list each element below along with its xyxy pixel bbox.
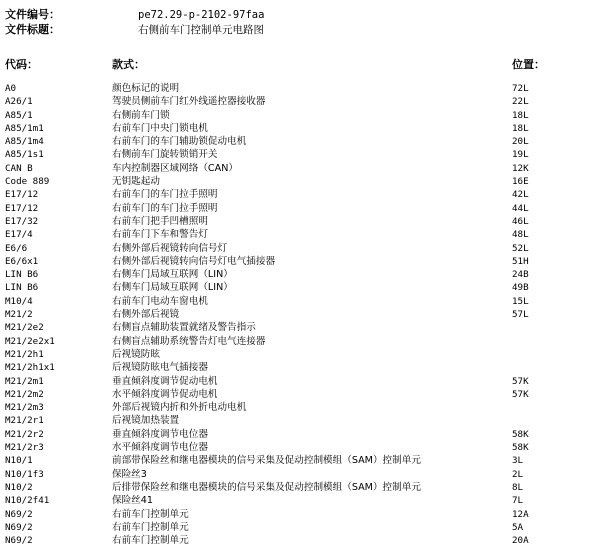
row-position: 18L bbox=[512, 122, 529, 134]
row-position: 57K bbox=[512, 388, 529, 400]
row-code: M21/2h1x1 bbox=[5, 362, 55, 374]
row-code: LIN B6 bbox=[5, 282, 39, 294]
row-description: 右侧盲点辅助系统警告灯电气连接器 bbox=[112, 335, 266, 347]
doc-number-label: 文件编号： bbox=[5, 8, 60, 21]
column-header-desc: 款式： bbox=[112, 58, 145, 71]
table-row bbox=[0, 521, 605, 534]
row-position: 46L bbox=[512, 215, 529, 227]
component-table bbox=[0, 82, 605, 547]
row-description: 右侧盲点辅助装置就绪及警告指示 bbox=[112, 322, 256, 334]
row-code: M21/2e2 bbox=[5, 322, 44, 334]
row-description: 后排带保险丝和继电器模块的信号采集及促动控制模组（SAM）控制单元 bbox=[112, 481, 421, 493]
table-row bbox=[0, 335, 605, 348]
doc-title-value: 右侧前车门控制单元电路图 bbox=[138, 24, 264, 36]
doc-number-line bbox=[5, 6, 264, 22]
table-row bbox=[0, 281, 605, 294]
table-row bbox=[0, 388, 605, 401]
row-description: 右前车门的车门辅助锁促动电机 bbox=[112, 136, 247, 148]
row-code: E17/4 bbox=[5, 229, 33, 241]
row-code: M21/2r3 bbox=[5, 442, 44, 454]
row-position: 2L bbox=[512, 468, 524, 480]
row-description: 右侧车门局域互联网（LIN） bbox=[112, 269, 233, 281]
row-description: 前部带保险丝和继电器模块的信号采集及促动控制模组（SAM）控制单元 bbox=[112, 455, 421, 467]
row-position: 20A bbox=[512, 535, 529, 547]
table-row bbox=[0, 135, 605, 148]
row-position: 7L bbox=[512, 495, 524, 507]
table-row bbox=[0, 188, 605, 201]
table-row bbox=[0, 508, 605, 521]
row-code: N10/2 bbox=[5, 481, 33, 493]
table-row bbox=[0, 242, 605, 255]
row-description: 右侧外部后视镜 bbox=[112, 309, 180, 321]
row-description: 外部后视镜内折和外折电动电机 bbox=[112, 402, 247, 414]
row-code: N10/1f3 bbox=[5, 468, 44, 480]
row-code: M10/4 bbox=[5, 295, 33, 307]
table-row bbox=[0, 215, 605, 228]
row-description: 水平倾斜度调节电位器 bbox=[112, 442, 208, 454]
table-row bbox=[0, 162, 605, 175]
row-position: 22L bbox=[512, 96, 529, 108]
table-row bbox=[0, 109, 605, 122]
row-code: M21/2m3 bbox=[5, 402, 44, 414]
row-position: 19L bbox=[512, 149, 529, 161]
row-position: 58K bbox=[512, 428, 529, 440]
row-description: 后视镜防眩 bbox=[112, 348, 160, 360]
table-row bbox=[0, 494, 605, 507]
table-row bbox=[0, 148, 605, 161]
row-description: 后视镜加热装置 bbox=[112, 415, 180, 427]
table-row bbox=[0, 268, 605, 281]
row-position: 16E bbox=[512, 176, 529, 188]
row-code: M21/2m2 bbox=[5, 388, 44, 400]
row-position: 72L bbox=[512, 83, 529, 94]
row-position: 5A bbox=[512, 521, 524, 533]
table-row bbox=[0, 468, 605, 481]
row-code: M21/2r1 bbox=[5, 415, 44, 427]
row-position: 8L bbox=[512, 481, 524, 493]
row-code: CAN B bbox=[5, 162, 33, 174]
row-description: 驾驶员侧前车门红外线遥控器接收器 bbox=[112, 96, 266, 108]
row-description: 右前车门的车门拉手照明 bbox=[112, 202, 218, 214]
row-code: M21/2r2 bbox=[5, 428, 44, 440]
row-code: A85/1 bbox=[5, 109, 33, 121]
row-position: 20L bbox=[512, 136, 529, 148]
row-code: N69/2 bbox=[5, 535, 33, 547]
row-code: A26/1 bbox=[5, 96, 33, 108]
row-description: 右前车门控制单元 bbox=[112, 535, 189, 547]
row-position: 57K bbox=[512, 375, 529, 387]
table-row bbox=[0, 175, 605, 188]
row-description: 垂直倾斜度调节电位器 bbox=[112, 428, 208, 440]
doc-number-value: pe72.29-p-2102-97faa bbox=[138, 9, 265, 21]
table-row bbox=[0, 401, 605, 414]
row-code: N69/2 bbox=[5, 508, 33, 520]
row-position: 18L bbox=[512, 109, 529, 121]
row-position: 24B bbox=[512, 269, 529, 281]
table-row bbox=[0, 202, 605, 215]
row-position: 51H bbox=[512, 255, 529, 267]
row-description: 右侧外部后视镜转向信号灯电气插接器 bbox=[112, 255, 276, 267]
column-header-code: 代码： bbox=[5, 58, 38, 71]
doc-title-label: 文件标题： bbox=[5, 23, 60, 36]
table-row bbox=[0, 348, 605, 361]
row-description: 右前车门把手凹槽照明 bbox=[112, 215, 208, 227]
row-code: E17/12 bbox=[5, 189, 39, 201]
row-code: E6/6 bbox=[5, 242, 28, 254]
row-code: M21/2 bbox=[5, 309, 33, 321]
row-position: 58K bbox=[512, 442, 529, 454]
row-description: 右前车门电动车窗电机 bbox=[112, 295, 208, 307]
row-code: LIN B6 bbox=[5, 269, 39, 281]
table-row bbox=[0, 361, 605, 374]
row-position: 12K bbox=[512, 162, 529, 174]
row-description: 右侧车门局域互联网（LIN） bbox=[112, 282, 233, 294]
column-header-pos: 位置： bbox=[512, 58, 545, 71]
row-position: 15L bbox=[512, 295, 529, 307]
row-description: 右前车门控制单元 bbox=[112, 521, 189, 533]
row-code: E17/12 bbox=[5, 202, 39, 214]
row-description: 右前车门控制单元 bbox=[112, 508, 189, 520]
row-description: 右侧前车门旋转锁销开关 bbox=[112, 149, 218, 161]
row-code: A0 bbox=[5, 83, 17, 94]
row-code: N10/1 bbox=[5, 455, 33, 467]
row-code: A85/1s1 bbox=[5, 149, 44, 161]
row-description: 车内控制器区域网络（CAN） bbox=[112, 162, 238, 174]
row-code: M21/2e2x1 bbox=[5, 335, 55, 347]
row-code: N69/2 bbox=[5, 521, 33, 533]
row-position: 52L bbox=[512, 242, 529, 254]
row-description: 后视镜防眩电气插接器 bbox=[112, 362, 208, 374]
row-description: 无钥匙起动 bbox=[112, 176, 160, 188]
row-position: 42L bbox=[512, 189, 529, 201]
row-position: 48L bbox=[512, 229, 529, 241]
row-code: Code 889 bbox=[5, 176, 50, 188]
row-code: E6/6x1 bbox=[5, 255, 39, 267]
table-row bbox=[0, 255, 605, 268]
table-row bbox=[0, 414, 605, 427]
row-code: A85/1m4 bbox=[5, 136, 44, 148]
row-position: 49B bbox=[512, 282, 529, 294]
row-code: N10/2f41 bbox=[5, 495, 50, 507]
table-row bbox=[0, 228, 605, 241]
row-description: 颜色标记的说明 bbox=[112, 83, 180, 94]
row-description: 右前车门的车门拉手照明 bbox=[112, 189, 218, 201]
row-description: 保险丝41 bbox=[112, 495, 153, 507]
table-row bbox=[0, 321, 605, 334]
table-row bbox=[0, 295, 605, 308]
row-code: A85/1m1 bbox=[5, 122, 44, 134]
table-row bbox=[0, 122, 605, 135]
row-description: 保险丝3 bbox=[112, 468, 147, 480]
row-description: 垂直倾斜度调节促动电机 bbox=[112, 375, 218, 387]
row-code: E17/32 bbox=[5, 215, 39, 227]
row-position: 44L bbox=[512, 202, 529, 214]
table-row bbox=[0, 481, 605, 494]
row-description: 右前车门中央门锁电机 bbox=[112, 122, 208, 134]
table-row bbox=[0, 95, 605, 108]
doc-title-line bbox=[5, 21, 264, 37]
row-position: 57L bbox=[512, 309, 529, 321]
row-description: 右前车门下车和警告灯 bbox=[112, 229, 208, 241]
row-code: M21/2m1 bbox=[5, 375, 44, 387]
row-code: M21/2h1 bbox=[5, 348, 44, 360]
row-position: 12A bbox=[512, 508, 529, 520]
row-position: 3L bbox=[512, 455, 524, 467]
table-row bbox=[0, 82, 605, 95]
row-description: 水平倾斜度调节促动电机 bbox=[112, 388, 218, 400]
row-description: 右侧外部后视镜转向信号灯 bbox=[112, 242, 228, 254]
table-row bbox=[0, 454, 605, 467]
table-row bbox=[0, 441, 605, 454]
table-row bbox=[0, 308, 605, 321]
row-description: 右侧前车门锁 bbox=[112, 109, 170, 121]
table-row bbox=[0, 428, 605, 441]
table-row bbox=[0, 375, 605, 388]
